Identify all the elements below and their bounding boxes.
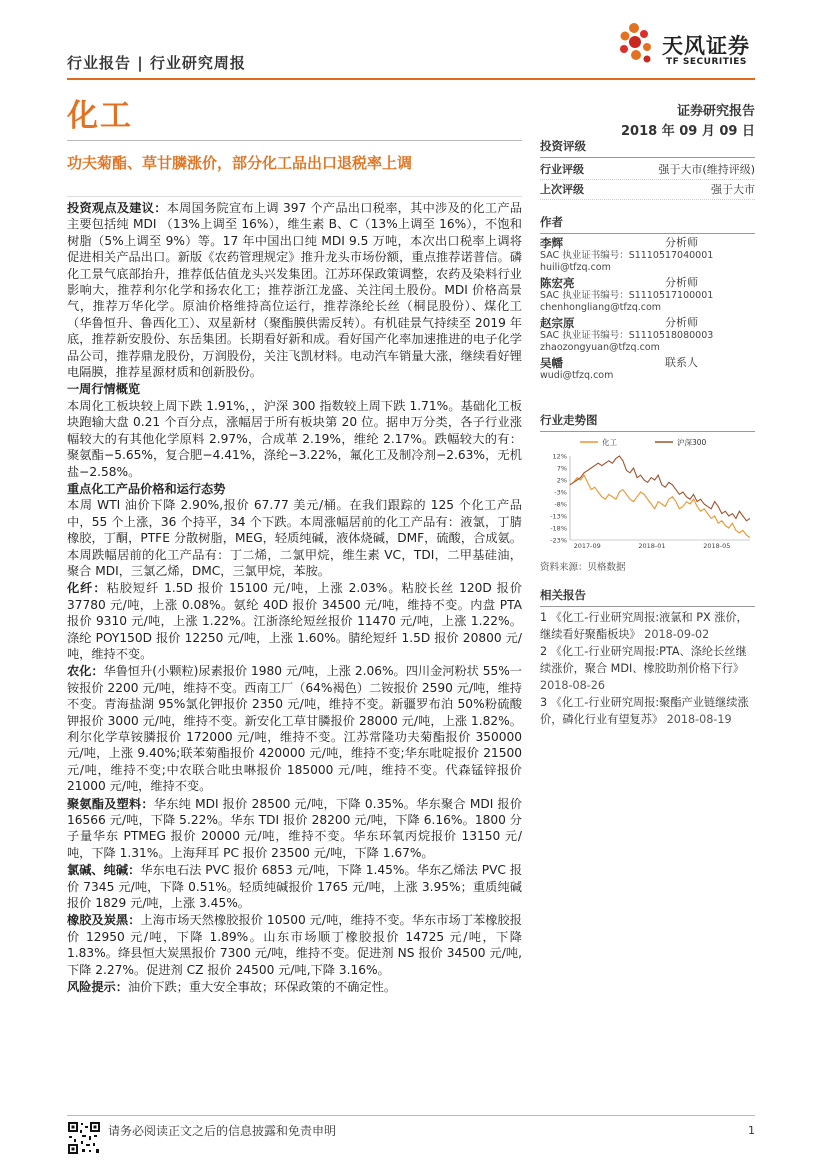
page-number: 1 <box>748 1124 755 1137</box>
pu-paragraph: 聚氨酯及塑料：华东纯 MDI 报价 28500 元/吨，下降 0.35%。华东聚合 MDI 报价 16566 元/吨，下降 5.22%。华东 TDI 报价 28200 元/吨，下降 6.16%。1800 分子量华东 PTMEG 报价 20000 元/吨，维持不变。华东环氧丙烷报价 13150 元/吨，下降 1.31%。上海拜耳 PC 报价 23500 元/吨，下降 1.67%。 <box>67 796 523 860</box>
fiber-paragraph: 化纤：粘胶短纤 1.5D 报价 15100 元/吨，上涨 2.03%。粘胶长丝 120D 报价 37780 元/吨，上涨 0.08%。氨纶 40D 报价 34500 元/吨，维持不变。内盘 PTA 报价 9310 元/吨，上涨 1.22%。江浙涤纶短丝报价 11470 元/吨，上涨 1.22%。涤纶 POY150D 报价 12250 元/吨，上涨 1.60%。腈纶短纤 1.5D 报价 20800 元/吨，维持不变。 <box>67 581 523 661</box>
y-tick-label: -8% <box>554 500 567 509</box>
author-email[interactable]: chenhongliang@tfzq.com <box>540 302 662 313</box>
related-heading: 相关报告 <box>540 587 755 607</box>
trend-chart-section <box>540 412 755 573</box>
main-body <box>67 200 522 997</box>
footer-disclaimer: 请务必阅读正文之后的信息披露和免责申明 <box>108 1124 337 1138</box>
legend-label: 化工 <box>602 438 617 447</box>
legend-label: 沪深300 <box>677 438 707 447</box>
invest-paragraph: 投资观点及建议：本周国务院宣布上调 397 个产品出口税率，其中涉及的化工产品主要包括纯 MDI （13%上调至 16%），维生素 B、C（13%上调至 16%），不饱和树脂（5%上调至 9%）等。17 年中国出口纯 MDI 9.5 万吨，本次出口税率上调将促进相关产品出口。新版《农药管理规定》推升龙头市场份额，重点推荐诺普信。磷化工景气底部抬升，推荐低估值龙头兴发集团。江苏环保政策调整，农药及染料行业影响大，推荐利尔化学和扬农化工；推荐浙江龙盛、关注闰土股份。MDI 价格高景气，推荐万华化学。原油价格维持高位运行，推荐涤纶长丝（桐昆股份）、煤化工（华鲁恒升、鲁西化工）、双星新材（聚酯膜供需反转）。有机硅景气持续至 2019 年底，推荐新安股份、东岳集团。长期看好新和成。看好国产化率加速推进的电子化学品公司，推荐鼎龙股份，万润股份，关注飞凯材料。电动汽车销量大涨，继续看好锂电隔膜，推荐星源材质和创新股份。 <box>67 201 523 380</box>
pu-heading: 聚氨酯及塑料： <box>67 796 154 811</box>
brand-logo <box>612 20 772 75</box>
y-tick-label: 2% <box>556 476 567 485</box>
last-rating-row: 上次评级 强于大市 <box>540 180 755 200</box>
agri-paragraph: 农化：华鲁恒升(小颗粒)尿素报价 1980 元/吨，上涨 2.06%。四川金河粉状 55%一铵报价 2200 元/吨，维持不变。西南工厂（64%褐色）二铵报价 2590 元/吨，维持不变。青海盐湖 95%氯化钾报价 2350 元/吨，维持不变。新疆罗布泊 50%粉硫酸钾报价 3000 元/吨，维持不变。新安化工草甘膦报价 28000 元/吨，上涨 1.82%。利尔化学草铵膦报价 172000 元/吨，维持不变。江苏常隆功夫菊酯报价 350000 元/吨，上涨 9.40%;联苯菊酯报价 420000 元/吨，维持不变;华东吡啶报价 21500 元/吨，维持不变;中农联合吡虫啉报价 185000 元/吨，维持不变。代森锰锌报价 21000 元/吨，维持不变。 <box>67 664 522 794</box>
y-tick-label: -3% <box>554 488 567 497</box>
trend-heading: 行业走势图 <box>540 412 755 432</box>
related-reports <box>540 587 755 728</box>
alkali-paragraph: 氯碱、纯碱：华东电石法 PVC 报价 6853 元/吨，下降 1.45%。华东乙烯法 PVC 报价 7345 元/吨，下降 0.51%。轻质纯碱报价 1765 元/吨，上涨 3.95%；重质纯碱报价 1829 元/吨，上涨 3.45%。 <box>67 863 523 911</box>
footer-divider <box>67 1115 755 1116</box>
document-title: 功夫菊酯、草甘膦涨价，部分化工品出口退税率上调 <box>67 154 413 172</box>
report-date: 2018 年 09 月 09 日 <box>621 124 755 139</box>
logo-mark-icon <box>612 20 660 68</box>
x-tick-label: 2018-01 <box>638 542 666 550</box>
report-type: 证券研究报告 <box>676 104 755 119</box>
last-rating-value: 强于大市 <box>711 183 755 196</box>
trend-chart <box>540 434 755 554</box>
weekly-paragraph: 本周化工板块较上周下跌 1.91%，，沪深 300 指数较上周下跌 1.71%。基础化工板块跑输大盘 0.21 个百分点，涨幅居于所有板块第 20 位。据申万分类，各子行业涨幅较大的有其他化学原料 2.97%，合成革 2.19%，维纶 2.17%。跌幅较大的有：聚氨酯−5.65%，复合肥−4.41%，涤纶−3.22%，氟化工及制冷剂−2.63%，无机盐−2.58%。 <box>67 398 522 479</box>
y-tick-label: 12% <box>552 452 567 461</box>
rating-heading: 投资评级 <box>540 138 755 158</box>
x-tick-label: 2018-05 <box>703 542 731 550</box>
author-email[interactable]: zhaozongyuan@tfzq.com <box>540 342 660 353</box>
fiber-heading: 化纤： <box>67 581 107 596</box>
author-block: 李辉 分析师 SAC 执业证书编号：S1110517040001 huili@tfzq.com <box>540 236 755 274</box>
author-email[interactable]: wudi@tfzq.com <box>540 370 614 381</box>
qr-code-icon <box>67 1121 101 1155</box>
author-block: 吴幡 联系人 wudi@tfzq.com <box>540 356 755 382</box>
price-paragraph: 本周 WTI 油价下降 2.90%,报价 67.77 美元/桶。在我们跟踪的 125 个化工产品中，55 个上涨，36 个持平，34 个下跌。本周涨幅居前的化工产品有：液氯，丁腈橡胶，丁酮，PTFE 分散树脂，MEG，轻质纯碱，液体烧碱，DMF，硫酸，合成氨。本周跌幅居前的化工产品有：丁二烯，二氯甲烷，维生素 VC，TDI，二甲基硅油，聚合 MDI，三氯乙烯，DMC，三氯甲烷，苯胺。 <box>67 498 522 578</box>
y-tick-label: -13% <box>550 512 567 521</box>
related-report-item[interactable]: 1 《化工-行业研究周报:液氯和 PX 涨价，继续看好聚酯板块》 2018-09-02 <box>540 611 748 641</box>
y-tick-label: -23% <box>550 536 567 545</box>
alkali-heading: 氯碱、纯碱： <box>67 863 141 878</box>
sector-title: 化工 <box>67 98 133 134</box>
rubber-paragraph: 橡胶及炭黑：上海市场天然橡胶报价 10500 元/吨，维持不变。华东市场丁苯橡胶报价 12950 元/吨，下降 1.89%。山东市场顺丁橡胶报价 14725 元/吨，下降 1.83%。绛县恒大炭黑报价 7300 元/吨，维持不变。促进剂 NS 报价 34500 元/吨,下降 2.27%。促进剂 CZ 报价 24500 元/吨,下降 3.16%。 <box>67 913 522 977</box>
y-tick-label: 7% <box>556 464 567 473</box>
title-divider-bottom <box>67 196 522 197</box>
agri-heading: 农化： <box>67 664 104 679</box>
x-tick-label: 2017-09 <box>573 542 601 550</box>
price-heading: 重点化工产品价格和运行态势 <box>67 481 226 496</box>
invest-heading: 投资观点及建议： <box>67 201 167 215</box>
logo-text: 天风证券 <box>662 34 750 58</box>
risk-heading: 风险提示： <box>67 980 128 995</box>
rubber-heading: 橡胶及炭黑： <box>67 913 141 928</box>
authors-heading: 作者 <box>540 214 755 234</box>
author-block: 赵宗原 分析师 SAC 执业证书编号：S1110518080003 zhaozongyuan@tfzq.com <box>540 316 755 354</box>
risk-paragraph: 风险提示：油价下跌；重大安全事故；环保政策的不确定性。 <box>67 980 397 995</box>
weekly-heading: 一周行情概览 <box>67 382 141 397</box>
report-category: 行业报告 | 行业研究周报 <box>67 54 246 72</box>
related-report-item[interactable]: 2 《化工-行业研究周报:PTA、涤纶长丝继续涨价，聚合 MDI、橡胶助剂价格下行》 2018-08-26 <box>540 645 747 692</box>
series-line-hs300 <box>570 456 750 521</box>
industry-rating-value: 强于大市(维持评级) <box>658 163 755 176</box>
title-divider <box>67 140 522 141</box>
sidebar <box>540 138 755 728</box>
y-tick-label: -18% <box>550 524 567 533</box>
series-line-chem <box>570 475 750 537</box>
industry-rating-row: 行业评级 强于大市(维持评级) <box>540 160 755 180</box>
chart-source: 资料来源：贝格数据 <box>540 562 626 573</box>
related-report-item[interactable]: 3 《化工-行业研究周报:聚酯产业链继续涨价，磷化行业有望复苏》 2018-08-19 <box>540 696 749 726</box>
author-email[interactable]: huili@tfzq.com <box>540 262 611 273</box>
author-block: 陈宏亮 分析师 SAC 执业证书编号：S1110517100001 chenhongliang@tfzq.com <box>540 276 755 314</box>
header-divider <box>67 78 755 80</box>
logo-subtext: TF SECURITIES <box>666 57 747 67</box>
